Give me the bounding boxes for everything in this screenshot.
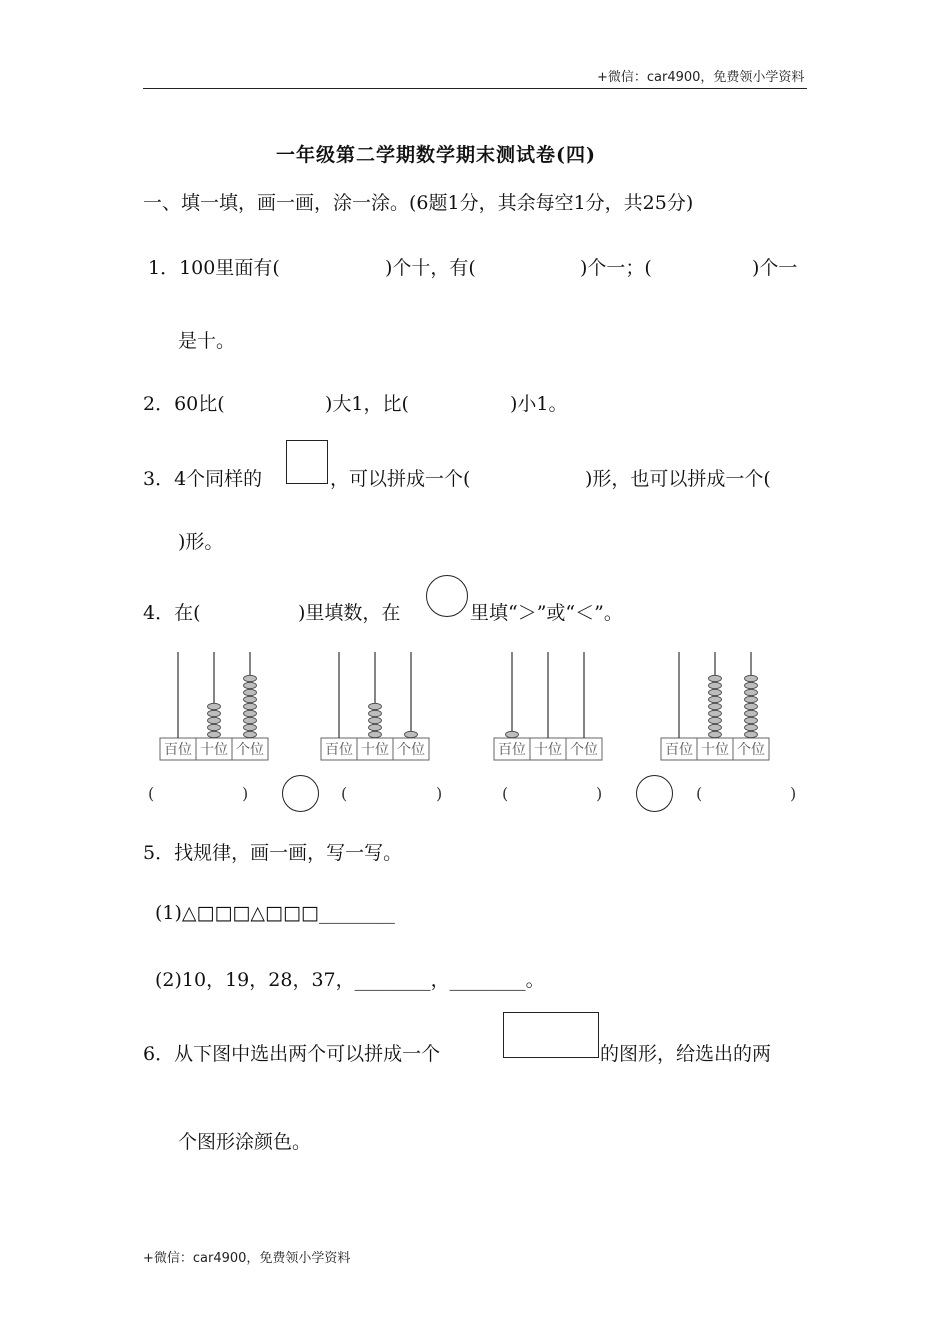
abacus-bead (244, 696, 257, 702)
q2-text-a: 2．60比( (143, 393, 225, 415)
abacus-bead (244, 710, 257, 716)
q3-text-c: )形，也可以拼成一个( (585, 468, 771, 490)
blank-1-close: ) (242, 784, 249, 803)
abacus-label: 百位 (665, 742, 693, 758)
q1-text-b: )个十，有( (385, 257, 476, 279)
abacus-2 (321, 652, 429, 760)
abacus-bead (709, 724, 722, 730)
abacus-bead (208, 703, 221, 709)
blank-3-open: ( (502, 784, 509, 803)
abacus-1 (160, 652, 268, 760)
abacus-bead (709, 703, 722, 709)
abacus-bead (709, 682, 722, 688)
blank-4-close: ) (790, 784, 797, 803)
abacus-bead (709, 696, 722, 702)
rectangle-shape (503, 1012, 599, 1058)
q2-text-b: )大1，比( (325, 393, 409, 415)
abacus-label: 十位 (701, 742, 729, 758)
abacus-bead (369, 731, 382, 737)
abacus-bead (208, 731, 221, 737)
abacus-bead (369, 717, 382, 723)
q1-line2: 是十。 (178, 330, 236, 352)
abacus-label: 个位 (570, 742, 598, 758)
abacus-bead (745, 724, 758, 730)
square-shape (286, 440, 328, 484)
blank-1-open: ( (148, 784, 155, 803)
abacus-bead (244, 682, 257, 688)
abacus-bead (745, 696, 758, 702)
abacus-bead (244, 703, 257, 709)
compare-circle-sample (426, 575, 468, 617)
abacus-bead (244, 675, 257, 681)
q1-text-a: 1．100里面有( (148, 257, 280, 279)
abacus-bead (709, 689, 722, 695)
q6-text-a: 6．从下图中选出两个可以拼成一个 (143, 1043, 441, 1065)
abacus-bead (709, 731, 722, 737)
q3-text-a: 3．4个同样的 (143, 468, 263, 490)
abacus-4 (661, 652, 769, 760)
abacus-bead (745, 689, 758, 695)
abacus-bead (506, 731, 519, 737)
header-watermark: +微信：car4900，免费领小学资料 (597, 70, 805, 85)
abacus-bead (244, 717, 257, 723)
q3-text-b: ，可以拼成一个( (330, 468, 471, 490)
q1-text-c: )个一；( (580, 257, 652, 279)
abacus-label: 十位 (534, 742, 562, 758)
abacus-bead (244, 724, 257, 730)
abacus-bead (745, 675, 758, 681)
abacus-bead (745, 710, 758, 716)
q3-line2: )形。 (178, 531, 224, 553)
footer-watermark: +微信：car4900，免费领小学资料 (143, 1251, 351, 1266)
q5-part-1: (1)△□□□△□□□________ (155, 902, 395, 924)
abacus-bead (709, 717, 722, 723)
abacus-bead (745, 717, 758, 723)
q6-text-b: 的图形，给选出的两 (600, 1043, 772, 1065)
abacus-bead (745, 703, 758, 709)
abacus-bead (709, 675, 722, 681)
abacus-bead (369, 710, 382, 716)
q4-text-c: 里填“＞”或“＜”。 (470, 602, 623, 624)
abacus-bead (745, 731, 758, 737)
abacus-bead (244, 731, 257, 737)
blank-2-open: ( (341, 784, 348, 803)
blank-3-close: ) (596, 784, 603, 803)
q5-heading: 5．找规律，画一画，写一写。 (143, 842, 403, 864)
abacus-bead (244, 689, 257, 695)
abacus-bead (405, 731, 418, 737)
abacus-label: 个位 (236, 742, 264, 758)
compare-circle-1[interactable] (282, 775, 319, 812)
abacus-label: 百位 (325, 742, 353, 758)
abacus-bead (745, 682, 758, 688)
blank-4-open: ( (696, 784, 703, 803)
page-title: 一年级第二学期数学期末测试卷(四) (276, 144, 596, 166)
q6-line2: 个图形涂颜色。 (178, 1131, 312, 1153)
q1-text-d: )个一 (752, 257, 798, 279)
q5-part-2: (2)10，19，28，37，________，________。 (155, 969, 545, 991)
abacus-label: 百位 (164, 742, 192, 758)
blank-2-close: ) (436, 784, 443, 803)
abacus-bead (369, 724, 382, 730)
abacus-group (0, 640, 950, 770)
abacus-label: 百位 (498, 742, 526, 758)
abacus-bead (709, 710, 722, 716)
abacus-label: 十位 (361, 742, 389, 758)
q4-text-b: )里填数，在 (298, 602, 401, 624)
q2-text-c: )小1。 (510, 393, 568, 415)
header-rule (143, 88, 807, 89)
abacus-bead (208, 710, 221, 716)
abacus-label: 个位 (737, 742, 765, 758)
abacus-bead (369, 703, 382, 709)
compare-circle-2[interactable] (636, 775, 673, 812)
abacus-3 (494, 652, 602, 760)
abacus-label: 十位 (200, 742, 228, 758)
abacus-bead (208, 717, 221, 723)
q4-text-a: 4．在( (143, 602, 201, 624)
section-heading: 一、填一填，画一画，涂一涂。(6题1分，其余每空1分，共25分) (143, 192, 694, 214)
abacus-bead (208, 724, 221, 730)
abacus-label: 个位 (397, 742, 425, 758)
